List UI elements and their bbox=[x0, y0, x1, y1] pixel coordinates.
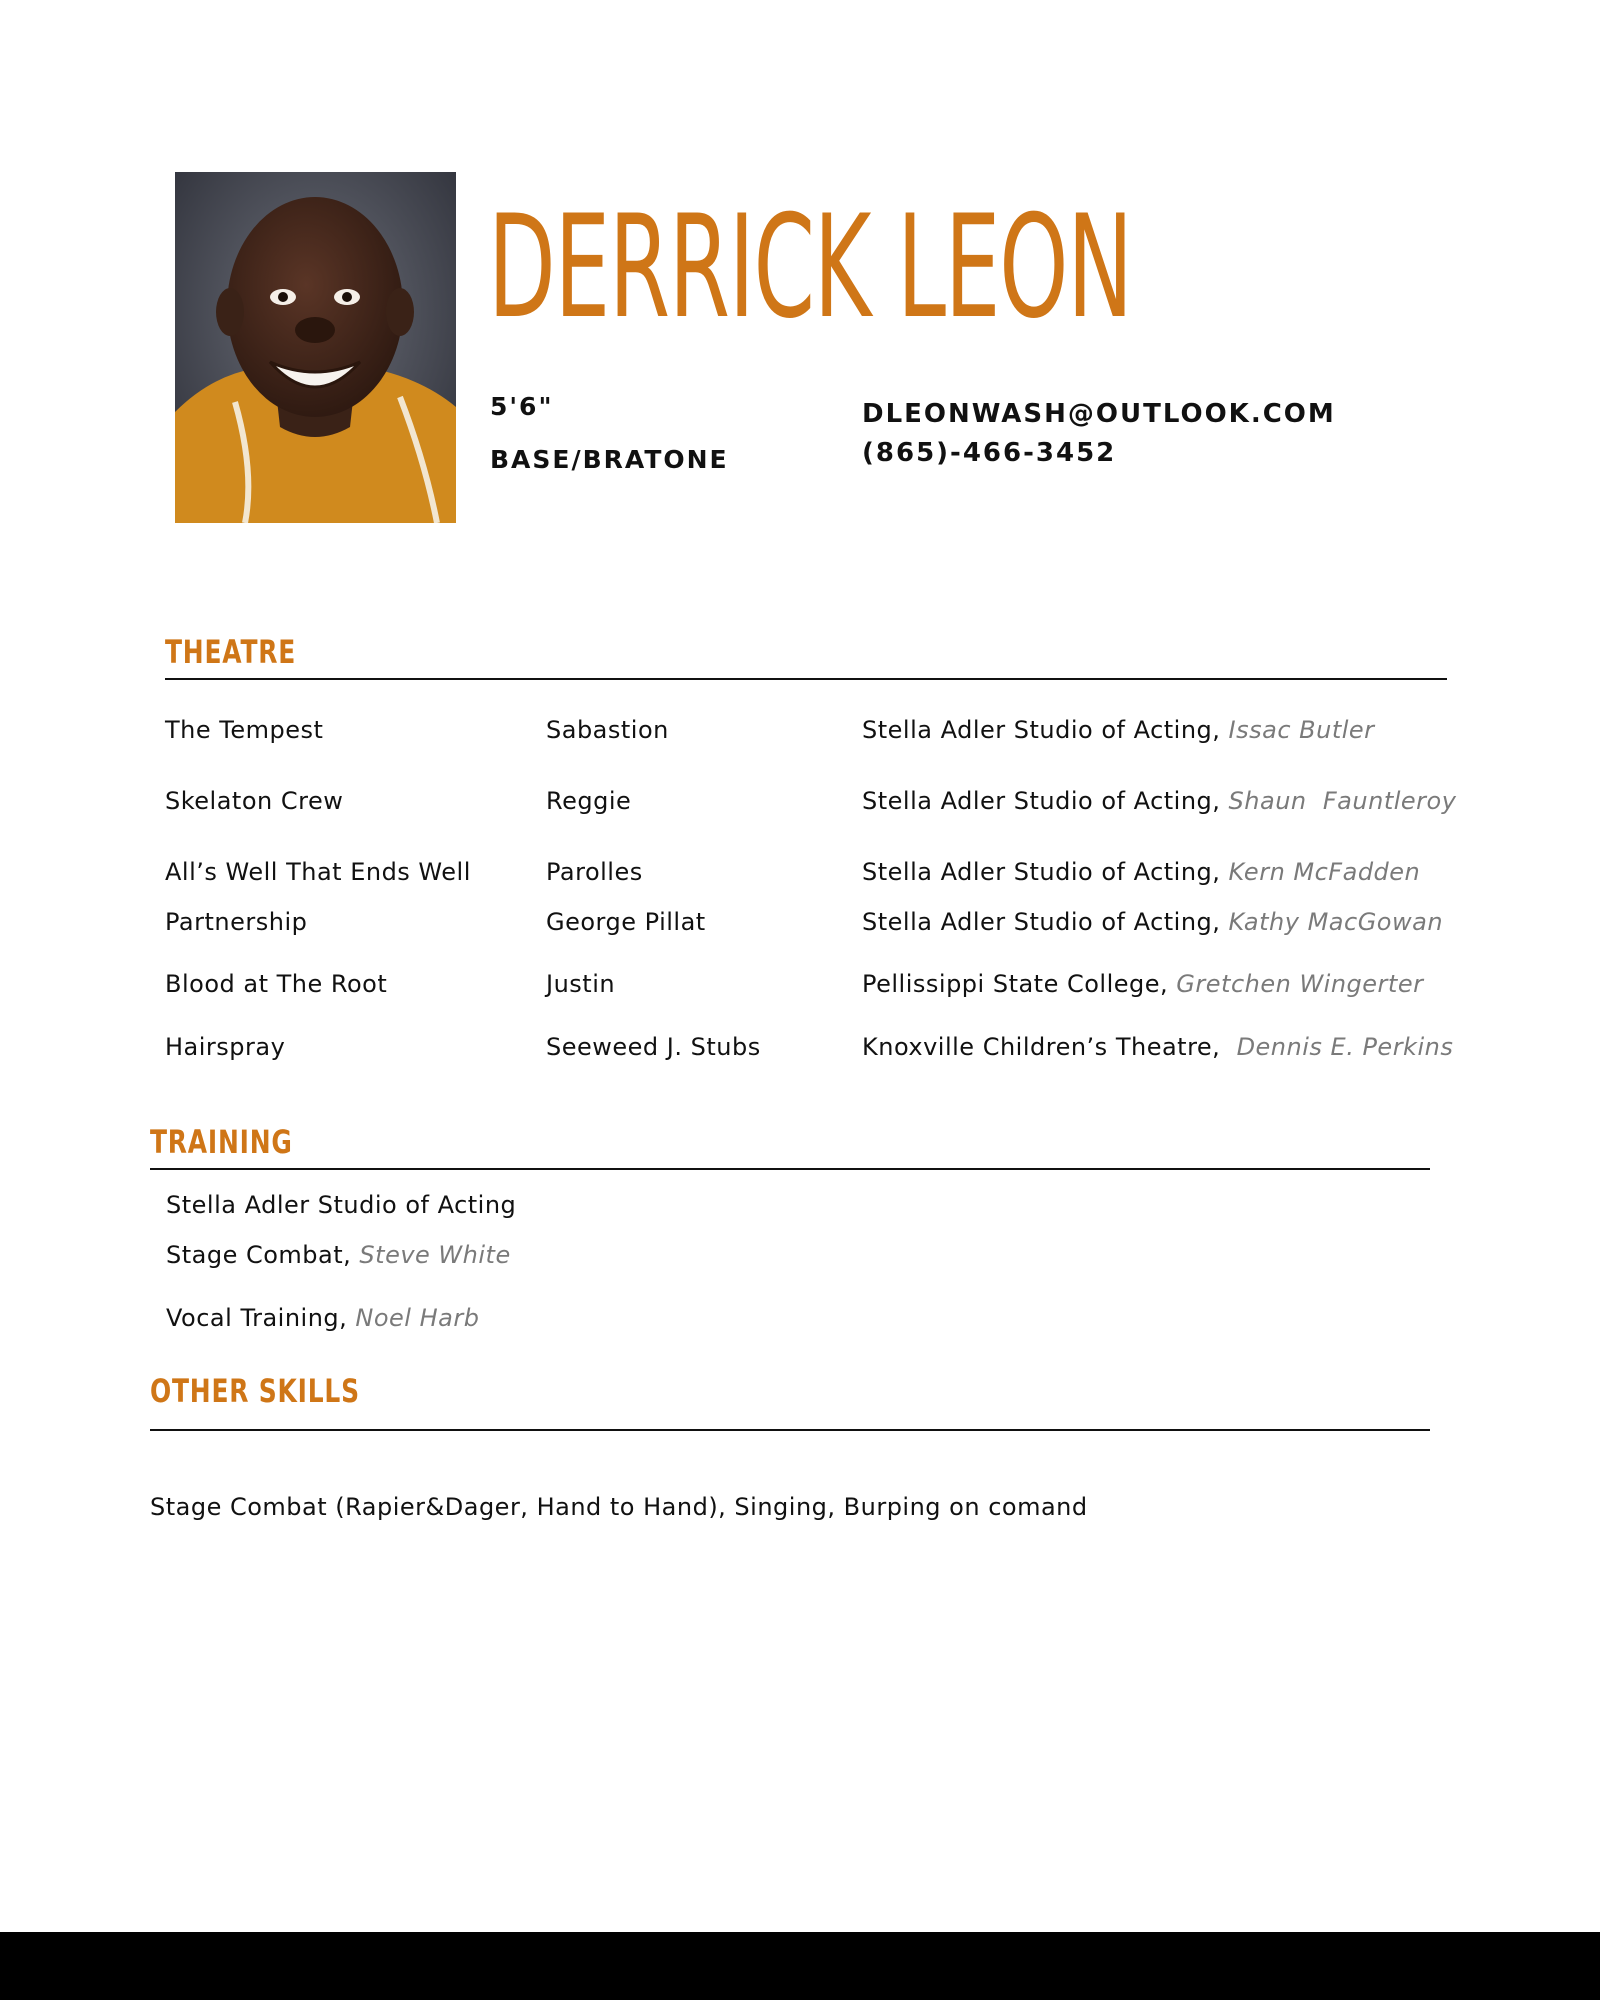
bottom-bar bbox=[0, 1932, 1600, 2000]
teacher-name: Steve White bbox=[359, 1241, 511, 1269]
training-school: Stella Adler Studio of Acting bbox=[166, 1191, 517, 1219]
venue-credit: Knoxville Children’s Theatre, Dennis E. Perkins bbox=[862, 1033, 1454, 1061]
venue-credit: Stella Adler Studio of Acting, Kathy MacGowan bbox=[862, 908, 1444, 936]
headshot-photo bbox=[175, 172, 456, 523]
venue-credit: Pellissippi State College, Gretchen Wingerter bbox=[862, 970, 1424, 998]
venue-credit: Stella Adler Studio of Acting, Shaun Fauntleroy bbox=[862, 787, 1457, 815]
director-name: Gretchen Wingerter bbox=[1176, 970, 1424, 998]
teacher-name: Noel Harb bbox=[355, 1304, 480, 1332]
phone-number[interactable]: (865)-466-3452 bbox=[862, 438, 1117, 468]
show-title: All’s Well That Ends Well bbox=[165, 858, 471, 886]
email-address[interactable]: DLEONWASH@OUTLOOK.COM bbox=[862, 399, 1336, 429]
director-name: Kern McFadden bbox=[1228, 858, 1421, 886]
show-title: Partnership bbox=[165, 908, 308, 936]
role-name: Justin bbox=[546, 970, 616, 998]
section-title-other-skills: OTHER SKILLS bbox=[150, 1372, 360, 1410]
section-divider bbox=[150, 1429, 1430, 1431]
section-divider bbox=[150, 1168, 1430, 1170]
section-divider bbox=[165, 678, 1447, 680]
show-title: Skelaton Crew bbox=[165, 787, 344, 815]
show-title: The Tempest bbox=[165, 716, 324, 744]
training-item: Stage Combat, Steve White bbox=[166, 1241, 511, 1269]
role-name: Parolles bbox=[546, 858, 643, 886]
height-stat: 5'6" bbox=[490, 392, 554, 421]
voice-type: BASE/BRATONE bbox=[490, 445, 729, 474]
venue-credit: Stella Adler Studio of Acting, Kern McFadden bbox=[862, 858, 1421, 886]
role-name: Seeweed J. Stubs bbox=[546, 1033, 761, 1061]
director-name: Shaun Fauntleroy bbox=[1228, 787, 1457, 815]
training-item: Vocal Training, Noel Harb bbox=[166, 1304, 480, 1332]
role-name: Sabastion bbox=[546, 716, 669, 744]
role-name: Reggie bbox=[546, 787, 632, 815]
actor-name: DERRICK LEON bbox=[488, 185, 1132, 350]
section-title-training: TRAINING bbox=[150, 1123, 293, 1161]
role-name: George Pillat bbox=[546, 908, 706, 936]
director-name: Dennis E. Perkins bbox=[1236, 1033, 1454, 1061]
show-title: Blood at The Root bbox=[165, 970, 388, 998]
director-name: Kathy MacGowan bbox=[1228, 908, 1444, 936]
show-title: Hairspray bbox=[165, 1033, 286, 1061]
director-name: Issac Butler bbox=[1228, 716, 1375, 744]
skills-list: Stage Combat (Rapier&Dager, Hand to Hand), Singing, Burping on comand bbox=[150, 1493, 1088, 1521]
section-title-theatre: THEATRE bbox=[165, 633, 297, 671]
venue-credit: Stella Adler Studio of Acting, Issac Butler bbox=[862, 716, 1375, 744]
